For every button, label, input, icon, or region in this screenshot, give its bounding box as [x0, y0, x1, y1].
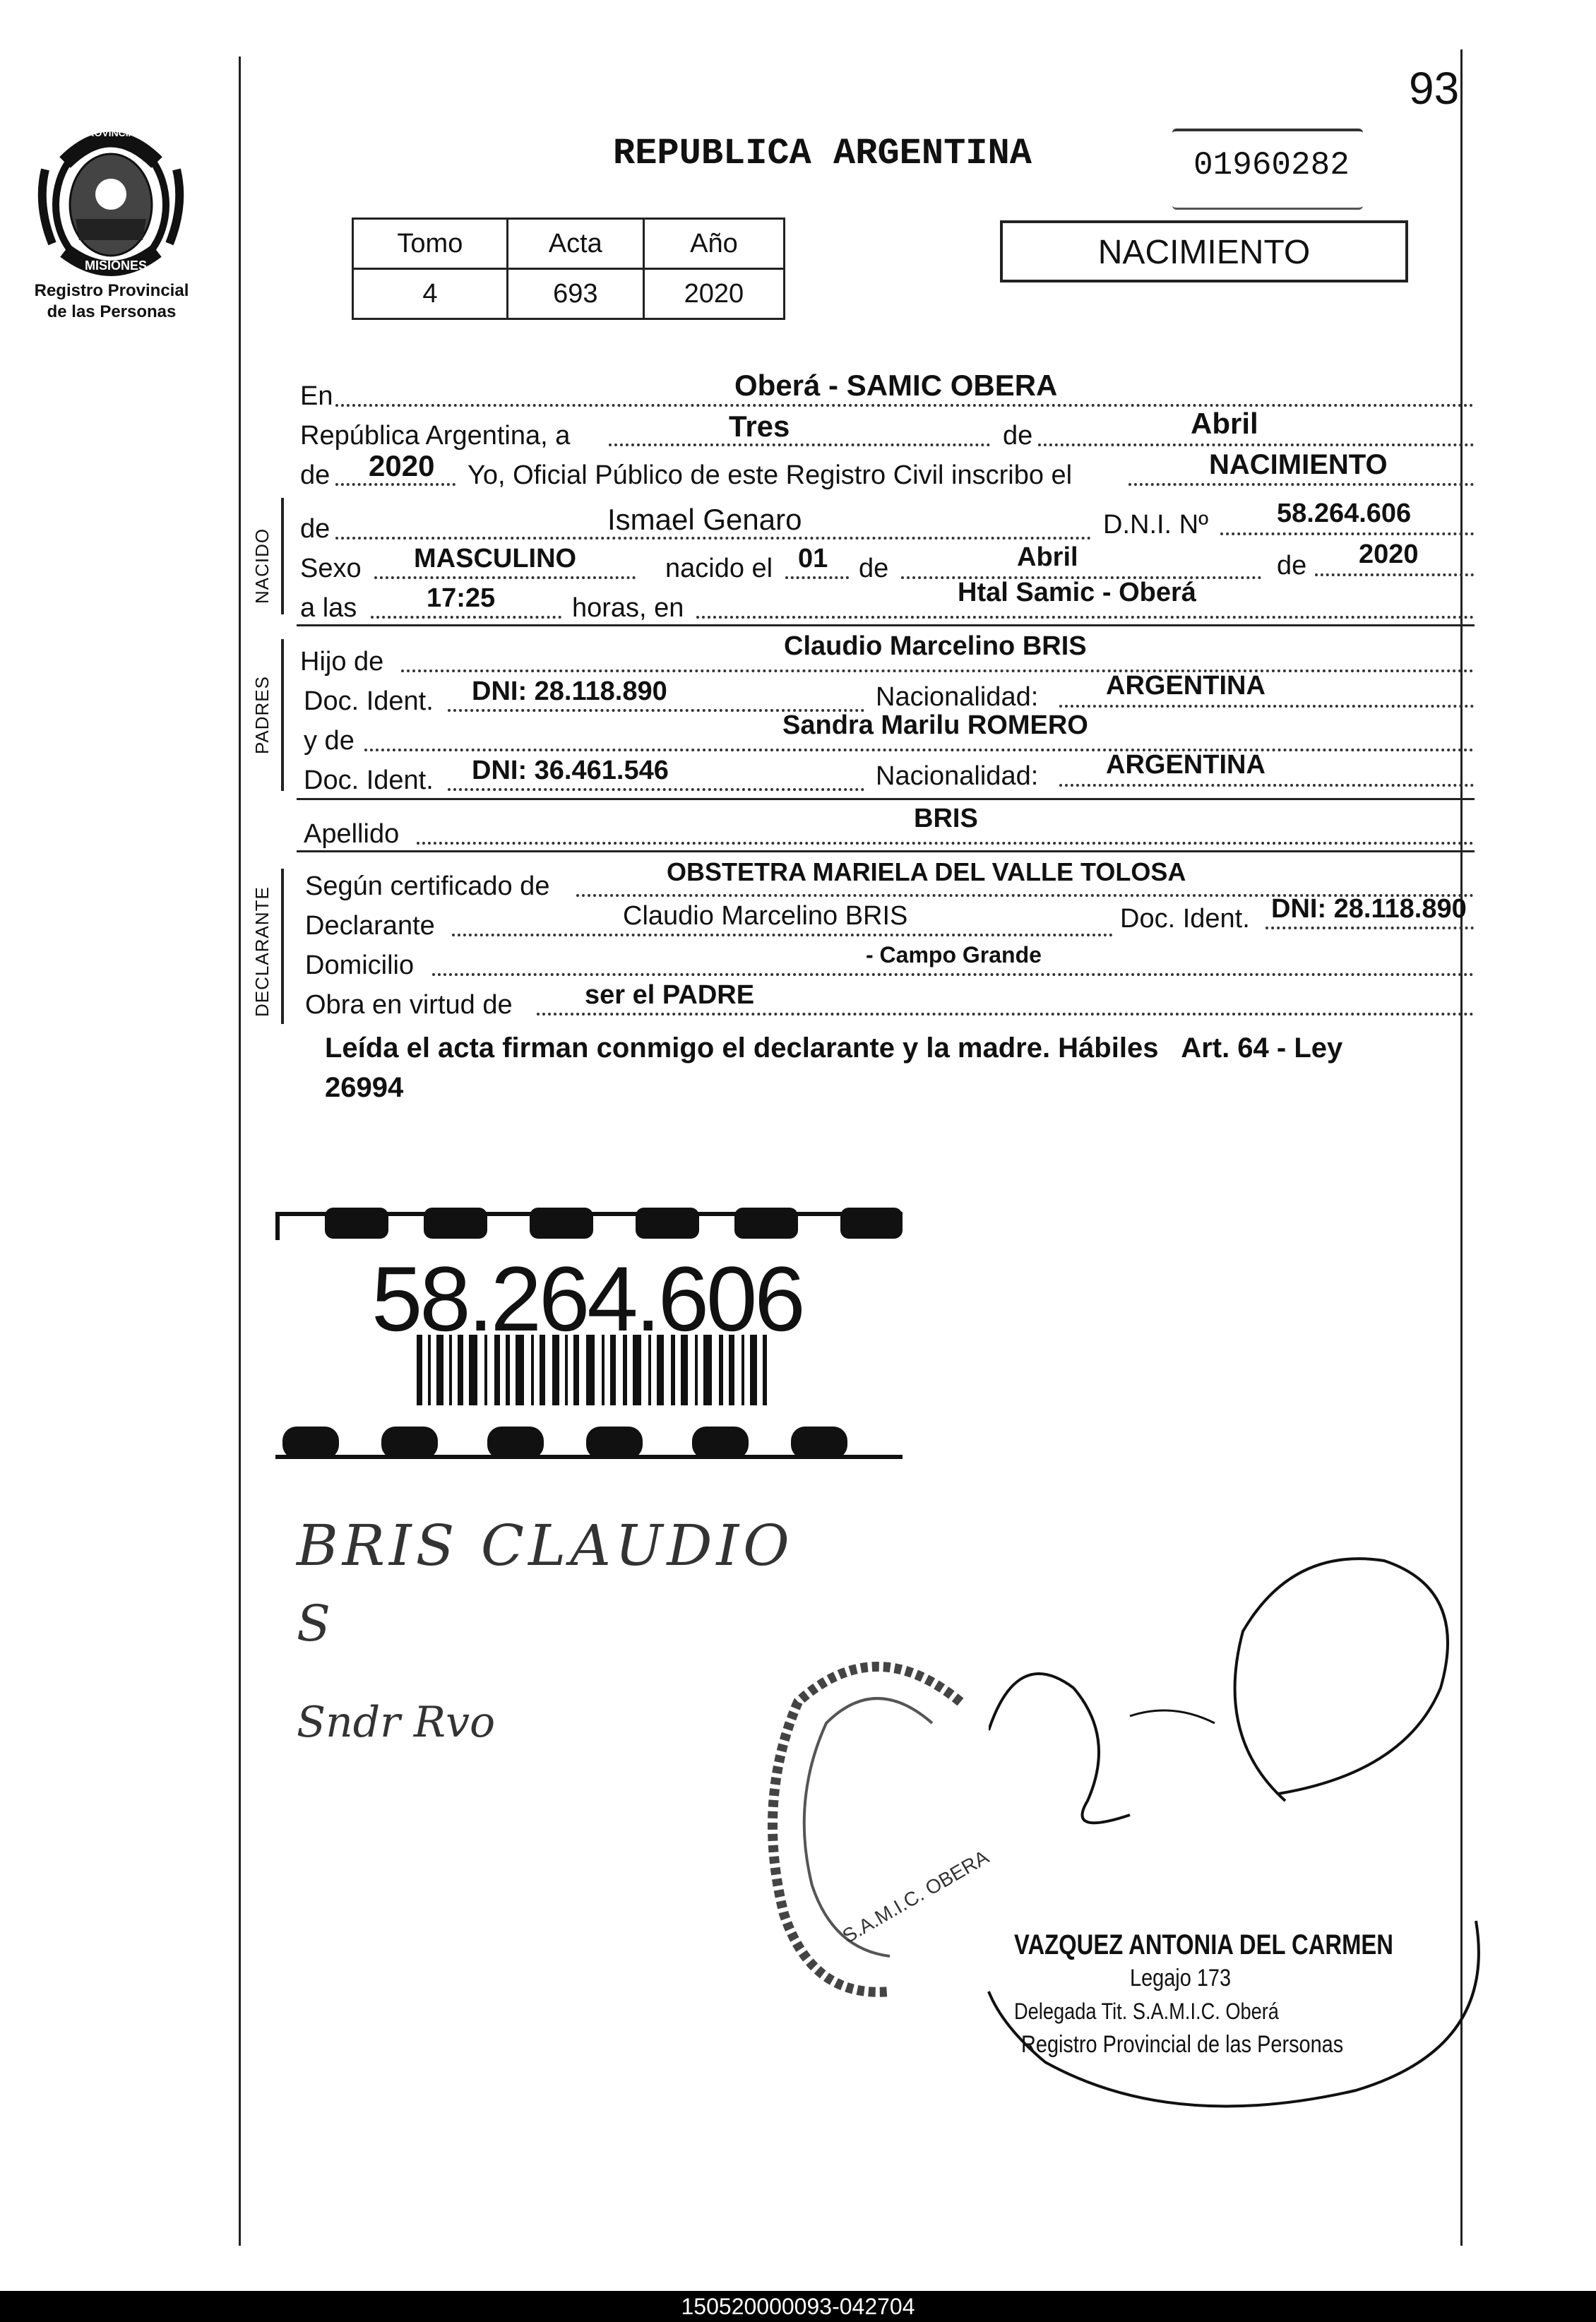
dotted-line [335, 404, 1474, 407]
dotted-line [537, 1013, 1474, 1016]
segun-label: Según certificado de [305, 871, 550, 901]
dotted-line [1266, 927, 1474, 929]
table-value-tomo: 4 [353, 269, 508, 319]
official-stamp-block [960, 1907, 1497, 2119]
table-value-acta: 693 [507, 269, 643, 319]
de-label: de [1003, 421, 1033, 451]
official-delegada: Delegada Tit. S.A.M.I.C. Oberá [1014, 1999, 1279, 2024]
sexo-label: Sexo [300, 554, 362, 583]
signature-s: S [297, 1595, 330, 1653]
nac-mes-value: Abril [1017, 542, 1078, 572]
declarante-value: Claudio Marcelino BRIS [623, 901, 908, 931]
seal-caption-1: Registro Provincial [34, 281, 189, 300]
dni-label: D.N.I. Nº [1103, 510, 1208, 540]
dotted-line [609, 443, 990, 446]
nac1-label: Nacionalidad: [876, 682, 1039, 712]
dni-value: 58.264.606 [1277, 499, 1412, 528]
side-label-padres: PADRES [251, 676, 273, 754]
mes-value: Abril [1191, 407, 1258, 440]
dotted-line [432, 973, 1474, 976]
doc3-label: Doc. Ident. [1120, 904, 1250, 934]
closing-line-2: 26994 [325, 1072, 404, 1103]
signature-bris-claudio: BRIS CLAUDIO [297, 1513, 794, 1578]
hora-value: 17:25 [427, 583, 496, 613]
madre-value: Sandra Marilu ROMERO [782, 710, 1088, 740]
padre-value: Claudio Marcelino BRIS [784, 631, 1087, 661]
horas-label: horas, en [572, 593, 684, 623]
alas-label: a las [300, 593, 357, 623]
seal-text-bottom: MISIONES [85, 258, 148, 273]
nac2-value: ARGENTINA [1106, 750, 1266, 780]
padres-bar [281, 639, 284, 791]
doc-type-box [1000, 220, 1408, 282]
de5-label: de [1277, 551, 1307, 580]
page-number: 93 [1409, 63, 1460, 114]
side-label-declarante: DECLARANTE [251, 886, 273, 1017]
province-seal-logo [37, 120, 185, 282]
dotted-line [1038, 443, 1474, 446]
serial-box [1172, 129, 1363, 210]
dotted-line [374, 576, 636, 579]
dotted-line [1059, 705, 1474, 708]
nacido-bar [281, 498, 284, 614]
left-margin-rule [239, 56, 241, 2246]
anio-value: 2020 [369, 449, 435, 482]
de2-label: de [300, 460, 330, 490]
dotted-line [335, 537, 1091, 540]
official-name: VAZQUEZ ANTONIA DEL CARMEN [1014, 1929, 1393, 1960]
dotted-line [452, 934, 1113, 936]
republica-label: República Argentina, a [300, 421, 571, 451]
doc-type-label: NACIMIENTO [1097, 234, 1311, 271]
apellido-value: BRIS [914, 804, 978, 833]
de3-label: de [300, 514, 330, 544]
table-header-acta: Acta [507, 219, 643, 269]
table-header-tomo: Tomo [353, 219, 508, 269]
dotted-line [417, 842, 1474, 845]
seal-text-top: PROVINCIA DE [81, 127, 152, 138]
yde-label: y de [304, 726, 355, 756]
round-seal-text: S.A.M.I.C. OBERA [838, 1845, 993, 1948]
section-rule-3 [297, 850, 1475, 852]
seal-caption-2: de las Personas [47, 302, 177, 321]
nac1-value: ARGENTINA [1106, 671, 1266, 701]
dotted-line [335, 483, 455, 486]
sexo-value: MASCULINO [414, 544, 577, 573]
official-signature-loop [989, 1504, 1483, 1900]
nombre-value: Ismael Genaro [607, 503, 802, 536]
lugar-value: Htal Samic - Oberá [958, 578, 1196, 607]
footer-id: 150520000093-042704 [681, 2294, 915, 2319]
dotted-line [364, 749, 1474, 751]
round-official-seal [749, 1617, 993, 2013]
country-title: REPUBLICA ARGENTINA [613, 133, 1032, 174]
doc2-value: DNI: 36.461.546 [472, 756, 669, 785]
id-sticker [275, 1193, 903, 1469]
nac-dia-value: 01 [798, 544, 828, 573]
dotted-line [401, 669, 1474, 672]
side-label-nacido: NACIDO [251, 528, 273, 604]
dotted-line [785, 576, 849, 579]
footer-bar [0, 2291, 1596, 2322]
de4-label: de [859, 554, 889, 583]
dotted-line [1220, 532, 1474, 535]
sticker-number: 58.264.606 [371, 1247, 803, 1350]
yo-text: Yo, Oficial Público de este Registro Civil inscribo el [468, 460, 1073, 490]
dotted-line [448, 788, 864, 791]
doc3-value: DNI: 28.118.890 [1271, 894, 1467, 924]
en-label: En [300, 381, 333, 411]
obra-value: ser el PADRE [585, 980, 755, 1010]
doc1-label: Doc. Ident. [304, 686, 434, 716]
official-registro: Registro Provincial de las Personas [1021, 2031, 1344, 2058]
serial-number: 01960282 [1193, 147, 1350, 184]
table-header-anio: Año [643, 219, 784, 269]
table-value-anio: 2020 [643, 269, 784, 319]
dia-value: Tres [729, 410, 790, 443]
nac2-label: Nacionalidad: [876, 761, 1039, 791]
dotted-line [1128, 483, 1474, 486]
domicilio-label: Domicilio [305, 951, 415, 980]
en-value: Oberá - SAMIC OBERA [734, 369, 1058, 402]
doc1-value: DNI: 28.118.890 [472, 677, 667, 706]
acto-value: NACIMIENTO [1209, 449, 1388, 480]
signature-sandra: Sndr Rvo [297, 1698, 496, 1747]
section-rule-2 [297, 798, 1475, 800]
official-legajo: Legajo 173 [1130, 1965, 1232, 1991]
declarante-bar [281, 869, 284, 1024]
dotted-line [1315, 573, 1474, 576]
obra-label: Obra en virtud de [305, 990, 513, 1020]
doc2-label: Doc. Ident. [304, 766, 434, 795]
closing-line-1: Leída el acta firman conmigo el declarante y la madre. Hábiles Art. 64 - Ley [325, 1032, 1343, 1064]
domicilio-value: - Campo Grande [866, 942, 1042, 968]
segun-value: OBSTETRA MARIELA DEL VALLE TOLOSA [667, 857, 1186, 886]
nac-anio-value: 2020 [1359, 540, 1419, 569]
record-table [352, 218, 785, 320]
hijo-label: Hijo de [300, 647, 384, 677]
section-rule-1 [297, 624, 1475, 626]
nacido-label: nacido el [665, 554, 773, 583]
declarante-label: Declarante [305, 911, 435, 941]
apellido-label: Apellido [304, 819, 400, 849]
dotted-line [696, 616, 1474, 619]
dotted-line [1059, 784, 1474, 787]
dotted-line [371, 616, 561, 619]
